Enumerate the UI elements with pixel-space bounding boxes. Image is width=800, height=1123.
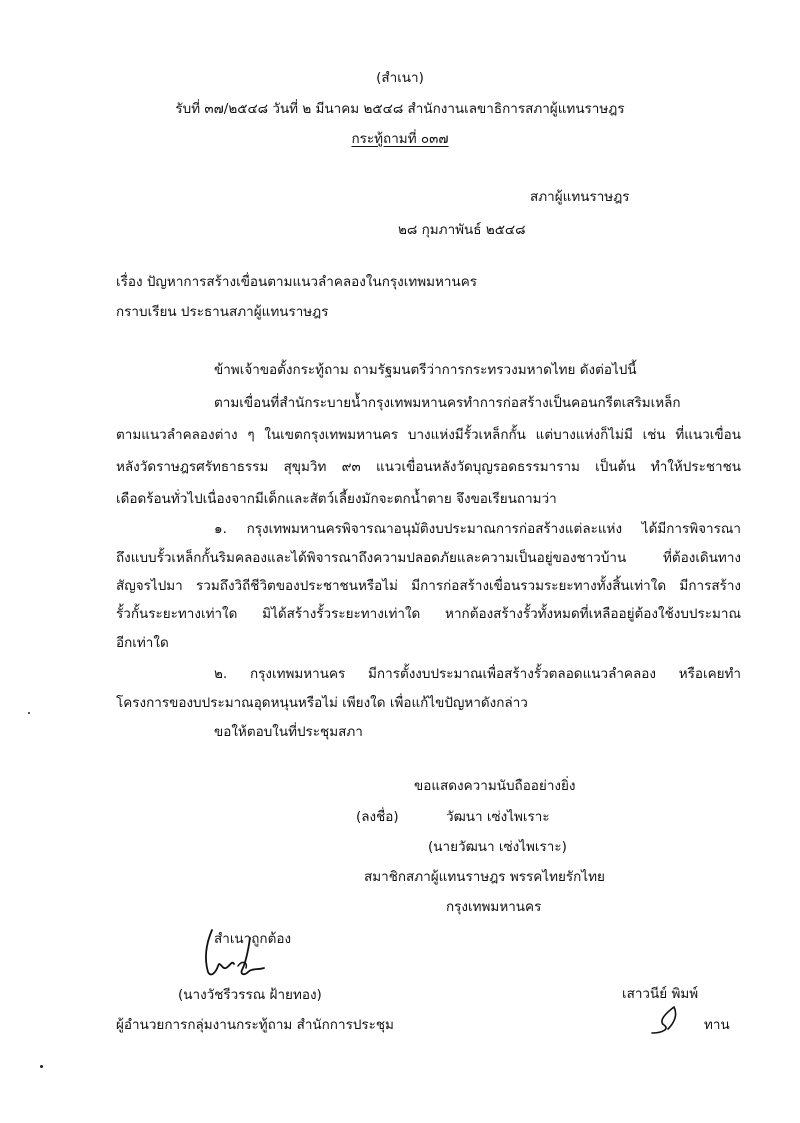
signed-name: วัฒนา เซ่งไพเราะ [446, 809, 550, 825]
para1-line: หลังวัดราษฎรศรัทธาธรรม สุขุมวิท ๙๓ แนวเขื่อนหลังวัดบุญรอดธรรมาราม เป็นต้น ทำให้ประชาชน [116, 459, 741, 475]
question1-line: ๑. กรุงเทพมหานครพิจารณาอนุมัติงบประมาณการก่อสร้างแต่ละแห่ง ได้มีการพิจารณา [214, 521, 741, 537]
checker-label: ทาน [704, 1017, 730, 1033]
question1-line: อีกเท่าใด [116, 635, 169, 651]
sender-org: สภาผู้แทนราษฎร [530, 189, 630, 205]
handwritten-signature [198, 922, 278, 982]
salutation: กราบเรียน ประธานสภาผู้แทนราษฎร [116, 304, 329, 320]
typist-name: เสาวนีย์ พิมพ์ [622, 986, 699, 1002]
position: สมาชิกสภาผู้แทนราษฎร พรรคไทยรักไทย [364, 869, 605, 885]
initials-mark [644, 1003, 690, 1037]
printed-name: (นายวัฒนา เซ่งไพเราะ) [428, 839, 567, 855]
para1-line: เดือดร้อนทั่วไปเนื่องจากมีเด็กและสัตว์เลี้ยงมักจะตกน้ำตาย จึงขอเรียนถามว่า [116, 491, 557, 507]
para1-line: ตามแนวลำคลองต่าง ๆ ในเขตกรุงเทพมหานคร บางแห่งมีรั้วเหล็กกั้น แต่บางแห่งก็ไม่มี เช่น ที่แนวเขื่อน [116, 427, 741, 443]
question-number: กระทู้ถามที่ ๐๓๗ [351, 131, 449, 147]
certifier-name: (นางวัชรีวรรณ ฝ้ายทอง) [178, 987, 322, 1003]
request-line: ขอให้ตอบในที่ประชุมสภา [214, 724, 363, 740]
certified-label: สำเนาถูกต้อง [214, 931, 292, 947]
question2-line: ๒. กรุงเทพมหานคร มีการตั้งงบประมาณเพื่อสร้างรั้วตลอดแนวลำคลอง หรือเคยทำ [214, 666, 741, 682]
certifier-title: ผู้อำนวยการกลุ่มงานกระทู้ถาม สำนักการประชุม [116, 1017, 394, 1033]
province: กรุงเทพมหานคร [446, 899, 542, 915]
question1-line: สัญจรไปมา รวมถึงวิถีชีวิตของประชาชนหรือไม่ มีการก่อสร้างเขื่อนรวมระยะทางทั้งสิ้นเท่าใด มีการสร้าง [116, 578, 741, 594]
receipt-line: รับที่ ๓๗/๒๕๔๘ วันที่ ๒ มีนาคม ๒๕๔๘ สำนักงานเลขาธิการสภาผู้แทนราษฎร [175, 101, 625, 117]
scan-speck [28, 712, 30, 714]
para1-line: ตามเขื่อนที่สำนักระบายน้ำกรุงเทพมหานครทำการก่อสร้างเป็นคอนกรีตเสริมเหล็ก [214, 395, 681, 411]
question2-line: โครงการของบประมาณอุดหนุนหรือไม่ เพียงใด เพื่อแก้ไขปัญหาดังกล่าว [116, 695, 528, 711]
scan-speck [40, 1065, 43, 1068]
subject-line: เรื่อง ปัญหาการสร้างเขื่อนตามแนวลำคลองในกรุงเทพมหานคร [116, 274, 478, 290]
intro-paragraph: ข้าพเจ้าขอตั้งกระทู้ถาม ถามรัฐมนตรีว่าการกระทรวงมหาดไทย ดังต่อไปนี้ [214, 362, 637, 378]
letter-date: ๒๘ กุมภาพันธ์ ๒๕๔๘ [398, 222, 526, 238]
question1-line: ถึงแบบรั้วเหล็กกั้นริมคลองและได้พิจารณาถึงความปลอดภัยและความเป็นอยู่ของชาวบ้าน ที่ต้องเดินทาง [116, 550, 741, 566]
signed-prefix: (ลงชื่อ) [356, 809, 399, 825]
copy-label: (สำเนา) [376, 70, 424, 86]
question1-line: รั้วกั้นระยะทางเท่าใด มิได้สร้างรั้วระยะทางเท่าใด หากต้องสร้างรั้วทั้งหมดที่เหลืออยู่ต้องใช้งบประมาณ [116, 606, 741, 622]
closing: ขอแสดงความนับถืออย่างยิ่ง [414, 778, 576, 794]
